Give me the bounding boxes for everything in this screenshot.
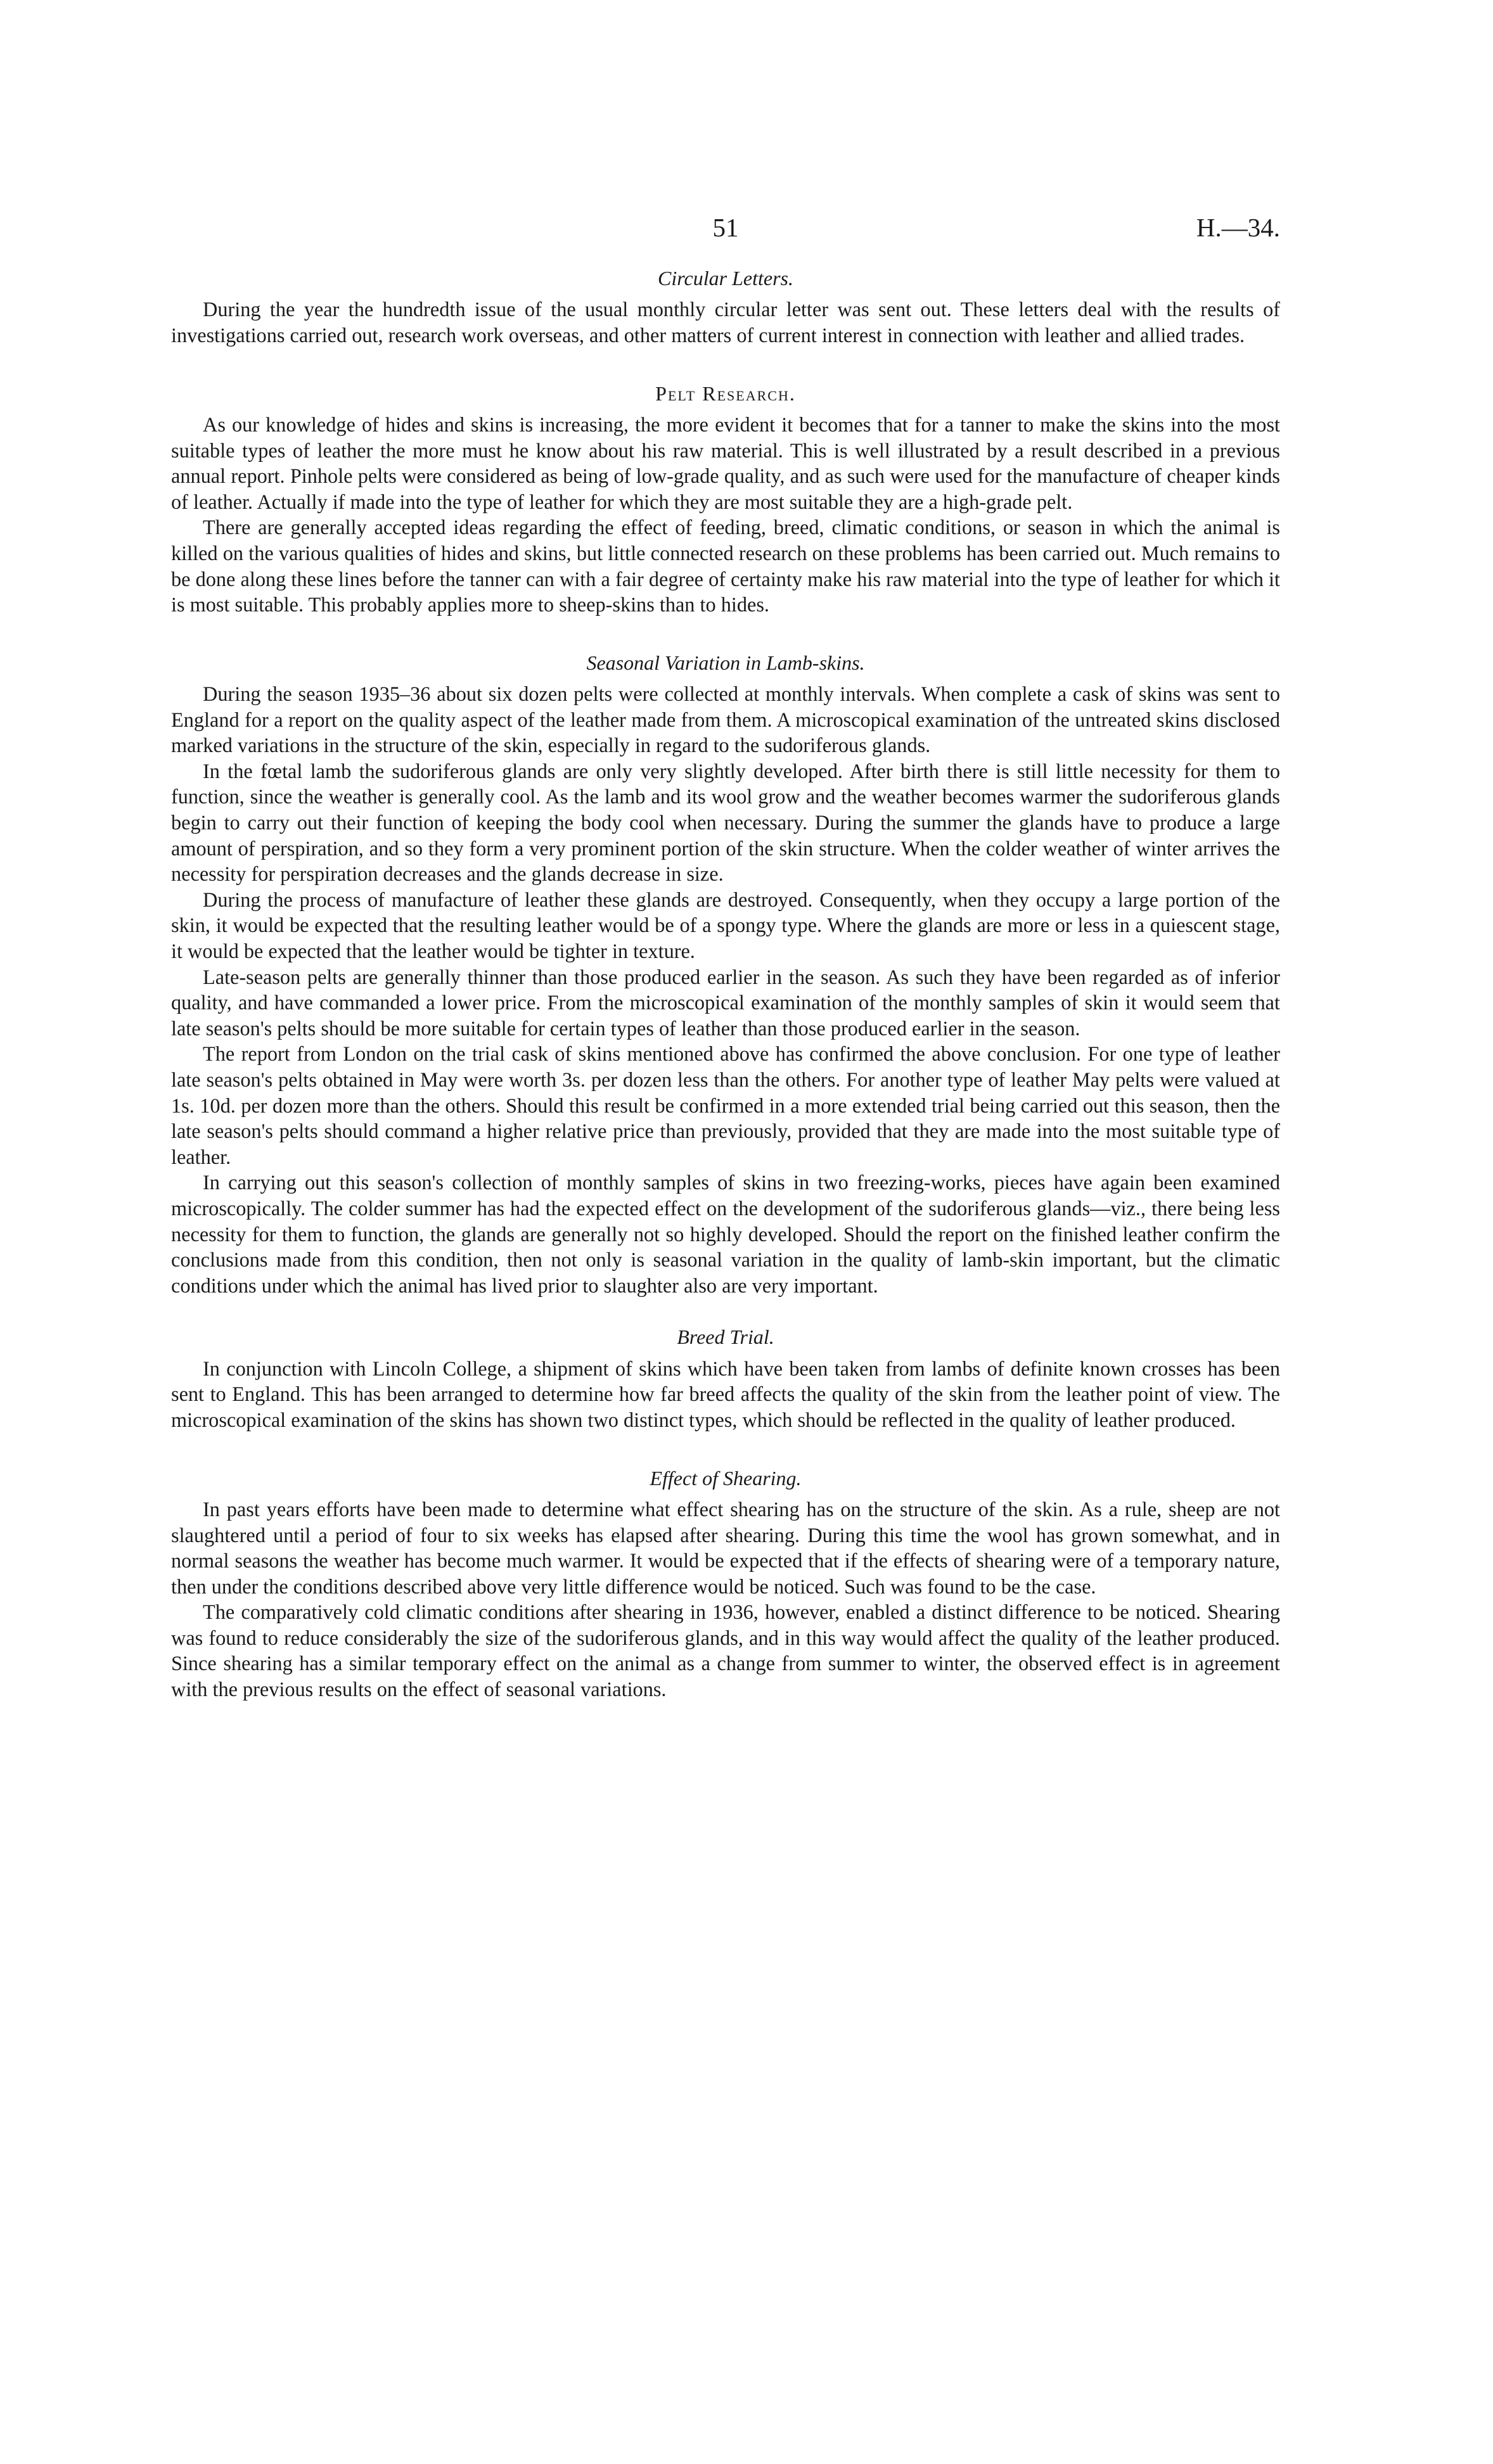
paragraph: During the season 1935–36 about six dozen pelts were collected at monthly intervals. When complete a cask of skins was sent to England for a report on the quality aspect of the leather made from them. A microscopical examination of the untreated skins disclosed marked variations in the structure of the skin, especially in regard to the sudoriferous glands. [171,682,1280,757]
paragraph: The report from London on the trial cask of skins mentioned above has confirmed the above conclusion. For one type of leather late season's pelts obtained in May were worth 3s. per dozen less than the others. For another type of leather May pelts were valued at 1s. 10d. per dozen more than the others. Should this result be confirmed in a more extended trial being carried out this season, then the late season's pelts should command a higher relative price than previously, provided that they are made into the most suitable type of leather. [171,1042,1280,1168]
paragraph: Late-season pelts are generally thinner than those produced earlier in the season. As such they have been regarded as of inferior quality, and have commanded a lower price. From the microscopical examination of the monthly samples of skin it would seem that late season's pelts should be more suitable for certain types of leather than those produced earlier in the season. [171,965,1280,1040]
section-seasonal-variation [171,651,1280,1299]
document-reference: H.—34. [1196,213,1280,242]
paragraph: As our knowledge of hides and skins is increasing, the more evident it becomes that for a tanner to make the skins into the most suitable types of leather the more must he know about his raw material. This is well illustrated by a result described in a previous annual report. Pinhole pelts were considered as being of low-grade quality, and as such were used for the manufacture of cheaper kinds of leather. Actually if made into the type of leather for which they are most suitable they are a high-grade pelt. [171,412,1280,513]
section-circular-letters [171,266,1280,348]
section-breed-trial [171,1325,1280,1433]
section-heading: Circular Letters. [658,267,793,290]
section-heading: Effect of Shearing. [650,1466,802,1490]
paragraph: During the year the hundredth issue of the usual monthly circular letter was sent out. These letters deal with the results of investigations carried out, research work overseas, and other matters of current interest in connection with leather and allied trades. [171,298,1280,347]
page-header [171,212,1280,250]
paragraph: In past years efforts have been made to determine what effect shearing has on the structure of the skin. As a rule, sheep are not slaughtered until a period of four to six weeks has elapsed after shearing. During this time the wool has grown somewhat, and in normal seasons the weather has become much warmer. It would be expected that if the effects of shearing were of a temporary nature, then under the conditions described above very little difference would be noticed. Such was found to be the case. [171,1497,1280,1598]
paragraph: In conjunction with Lincoln College, a shipment of skins which have been taken from lambs of definite known crosses has been sent to England. This has been arranged to determine how far breed affects the quality of the skin from the leather point of view. The microscopical examination of the skins has shown two distinct types, which should be reflected in the quality of leather produced. [171,1356,1280,1431]
page-number: 51 [712,213,739,242]
section-effect-of-shearing [171,1466,1280,1702]
section-heading: Pelt Research. [655,381,796,405]
paragraph: The comparatively cold climatic conditions after shearing in 1936, however, enabled a distinct difference to be noticed. Shearing was found to reduce considerably the size of the sudoriferous glands, and in this way would affect the quality of the leather produced. Since shearing has a similar temporary effect on the animal as a change from summer to winter, the observed effect is in agreement with the previous results on the effect of seasonal variations. [171,1600,1280,1701]
paragraph: During the process of manufacture of leather these glands are destroyed. Consequently, when they occupy a large portion of the skin, it would be expected that the resulting leather would be of a spongy type. Where the glands are more or less in a quiescent stage, it would be expected that the leather would be tighter in texture. [171,888,1280,963]
section-heading: Breed Trial. [677,1325,774,1349]
section-heading: Seasonal Variation in Lamb-skins. [586,651,865,674]
section-pelt-research [171,381,1280,618]
body-text [171,266,1280,1702]
paragraph: In carrying out this season's collection of monthly samples of skins in two freezing-works, pieces have again been examined microscopically. The colder summer has had the expected effect on the development of the sudoriferous glands—viz., there being less necessity for them to function, the glands are generally not so highly developed. Should the report on the finished leather confirm the conclusions made from this condition, then not only is seasonal variation in the quality of lamb-skin important, but the climatic conditions under which the animal has lived prior to slaughter also are very important. [171,1171,1280,1297]
paragraph: In the fœtal lamb the sudoriferous glands are only very slightly developed. After birth there is still little necessity for them to function, since the weather is generally cool. As the lamb and its wool grow and the weather becomes warmer the sudoriferous glands begin to carry out their function of keeping the body cool when necessary. During the summer the glands have to produce a large amount of perspiration, and so they form a very prominent portion of the skin structure. When the colder weather of winter arrives the necessity for perspiration decreases and the glands decrease in size. [171,759,1280,886]
paragraph: There are generally accepted ideas regarding the effect of feeding, breed, climatic conditions, or season in which the animal is killed on the various qualities of hides and skins, but little connected research on these problems has been carried out. Much remains to be done along these lines before the tanner can with a fair degree of certainty make his raw material into the type of leather for which it is most suitable. This probably applies more to sheep-skins than to hides. [171,516,1280,616]
